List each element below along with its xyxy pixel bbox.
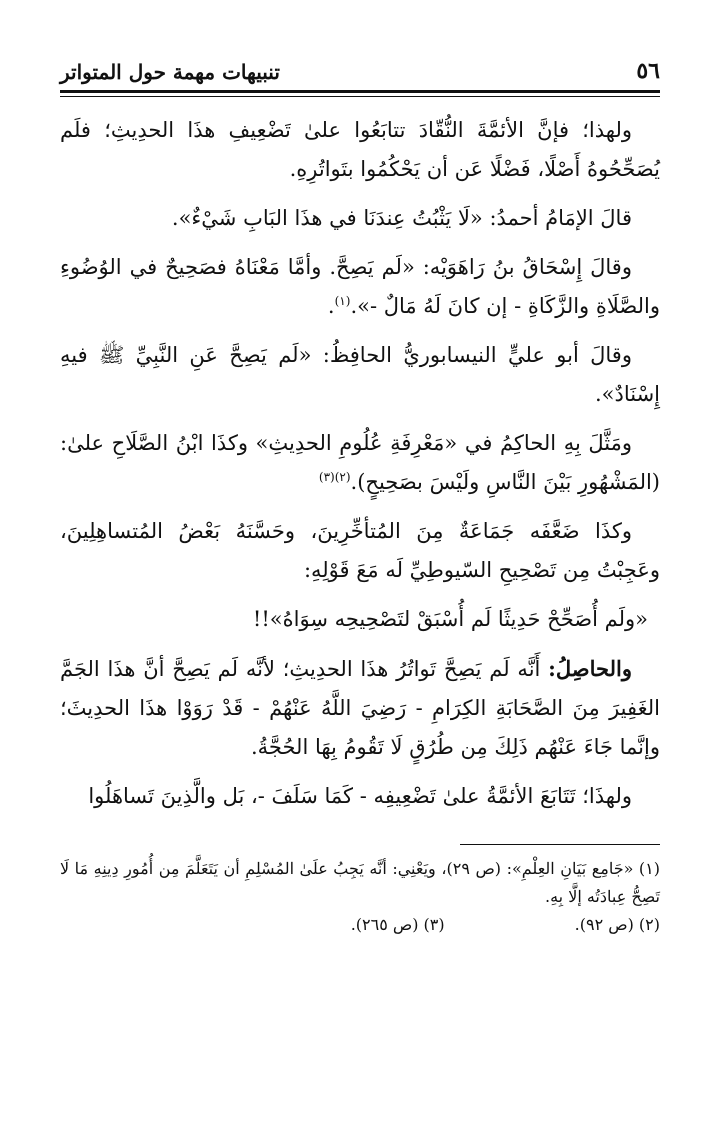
paragraph-4: وقالَ أبو عليٍّ النيسابوريُّ الحافِظُ: «لَم يَصِحَّ عَنِ النَّبِيِّ ﷺ فيهِ إِسْنَادٌ». <box>60 343 660 406</box>
conclusion-label: والحاصِلُ: <box>548 656 632 681</box>
quote-suyuti: «ولَم أُصَحِّحْ حَدِيثًا لَم أُسْبَقْ لتَصْحِيحِه سِوَاهُ»!! <box>252 607 648 631</box>
paragraph-6: وكذَا ضَعَّفَه جَمَاعَةٌ مِنَ المُتأخِّرِينَ، وحَسَّنَهُ بَعْضُ المُتساهِلِينَ، وعَجِبْتُ مِن تَصْحِيحِ السّيوطِيِّ لَه مَعَ قَوْلِهِ: <box>60 519 660 582</box>
paragraph-5 <box>60 424 660 502</box>
book-page <box>60 40 660 939</box>
paragraph-5-text: ومَثَّلَ بِهِ الحاكِمُ في «مَعْرِفَةِ عُلُومِ الحدِيثِ» وكذَا ابْنُ الصَّلَاحِ علىٰ: (المَشْهُورِ بَيْنَ النَّاسِ ولَيْسَ بصَحِيحٍ). <box>60 431 660 494</box>
paragraph-1: ولهذا؛ فإنَّ الأئمَّةَ النُّقّادَ تتابَعُوا علىٰ تَضْعِيفِ هذَا الحدِيثِ؛ فلَم يُصَحِّحُوهُ أَصْلًا، فَضْلًا عَن أن يَحْكُمُوا بتَواتُرِهِ. <box>60 118 660 181</box>
footnote-divider <box>460 844 660 845</box>
paragraph-3-text: وقالَ إِسْحَاقُ بنُ رَاهَوَيْه: «لَم يَصِحَّ. وأمَّا مَعْنَاهُ فصَحِيحٌ في الوُضُوءِ والصَّلَاةِ والزَّكَاةِ - إن كانَ لَهُ مَالٌ -». <box>60 255 660 318</box>
running-title: تنبيهات مهمة حول المتواتر <box>60 60 280 84</box>
footnote-marker-1: (١) <box>334 294 351 308</box>
footnote-3: (٣) (ص ٢٦٥). <box>350 915 445 934</box>
paragraph-2: قالَ الإمَامُ أحمدُ: «لَا يَثْبُتُ عِندَنَا في هذَا البَابِ شَيْءٌ». <box>171 206 632 230</box>
paragraph-conclusion <box>60 649 660 767</box>
footnote-2: (٢) (ص ٩٢). <box>574 915 660 934</box>
footnote-marker-3: (٣) <box>318 470 335 484</box>
page-number: ٥٦ <box>636 58 660 84</box>
header-rule-thick <box>60 90 660 93</box>
footnotes <box>60 855 660 939</box>
header-rule-thin <box>60 96 660 97</box>
footnote-marker-2: (٢) <box>334 470 351 484</box>
paragraph-final: ولهذَا؛ تَتَابَعَ الأئمَّةُ علىٰ تَضْعِيفِه - كَمَا سَلَفَ -، بَل والَّذِينَ تَساهَلُوا <box>88 784 632 808</box>
paragraph-3: وقالَ إِسْحَاقُ بنُ رَاهَوَيْه: «لَم يَصِحَّ. وأمَّا مَعْنَاهُ فصَحِيحٌ في الوُضُوءِ والصَّلَاةِ والزَّكَاةِ - إن كانَ لَهُ مَالٌ -».$^{(١)}$. <box>60 255 660 318</box>
footnote-row <box>60 911 660 939</box>
footnote-1: (١) «جَامِع بَيَانِ العِلْمِ»: (ص ٢٩)، ويَعْنِي: أنَّه يَجِبُ علَىٰ المُسْلِمِ أن يَتَعَلَّمَ مِن أُمُورِ دِينِهِ مَا لَا تَصِحُّ عِبادَتُه إلَّا بِهِ. <box>60 859 661 906</box>
page-header <box>60 40 660 88</box>
conclusion-text: أَنَّه لَم يَصِحَّ تَواتُرُ هذَا الحدِيثِ؛ لأنَّه لَم يَصِحَّ أنَّ هذَا الجَمَّ الغَفِيرَ مِنَ الصَّحَابَةِ الكِرَامِ - رَضِيَ اللَّهُ عَنْهُمْ - قَدْ رَوَوْا هذَا الحدِيثَ؛ وإنَّما جَاءَ عَنْهُم ذَلِكَ مِن طُرُقٍ لَا تَقُومُ بِهَا الحُجَّةُ. <box>60 657 660 759</box>
main-text <box>60 111 660 816</box>
